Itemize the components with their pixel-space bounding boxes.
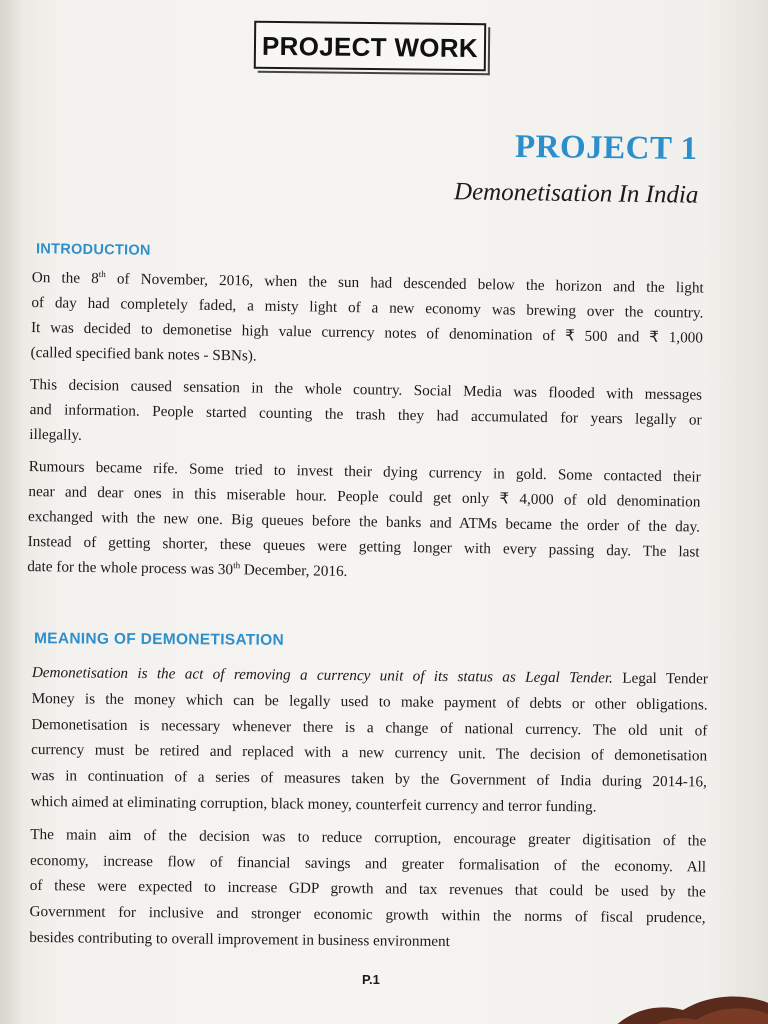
header-title: PROJECT WORK [261, 30, 479, 64]
header-box [254, 21, 486, 71]
meaning-paragraph-2 [29, 822, 706, 957]
intro-p2-line-3: illegally. [29, 425, 83, 444]
intro-p1-line-2: of day had completely faded, a misty light of a new economy was brewing over the country. [31, 293, 704, 322]
meaning-p2-line-5: besides contributing to overall improvement in business environment [29, 928, 450, 950]
introduction-paragraph-2 [29, 372, 702, 458]
meaning-p1-line-6: which aimed at eliminating corruption, black money, counterfeit currency and terror funding. [30, 792, 597, 816]
page-binding-shadow [0, 0, 22, 1024]
intro-p3-line-5-part-a: date for the whole process was 30 [27, 557, 234, 579]
introduction-text [27, 265, 704, 596]
introduction-paragraph-1 [30, 265, 703, 376]
meaning-text [29, 660, 708, 964]
intro-p1-line-4: (called specified bank notes - SBNs). [30, 343, 257, 365]
meaning-p2-line-1: The main aim of the decision was to reduce corruption, encourage greater digitisation of the [30, 825, 707, 850]
intro-p1-line-1-part-b: of November, 2016, when the sun had descended below the horizon and the light [105, 270, 704, 297]
intro-p3-line-3: exchanged with the new one. Big queues before the banks and ATMs became the order of the day. [27, 507, 701, 536]
meaning-p2-line-3: of these were expected to increase GDP growth and tax revenues that could be used by the [29, 877, 706, 901]
meaning-p1-line-5: was in continuation of a series of measures taken by the Government of India during 2014-16, [30, 767, 707, 791]
day-ordinal-superscript: th [98, 268, 106, 280]
intro-p3-line-2: near and dear ones in this miserable hour. People could get only ₹ 4,000 of old denomination [28, 482, 701, 511]
meaning-heading: MEANING OF DEMONETISATION [33, 630, 285, 649]
intro-p3-line-5-part-b: December, 2016. [239, 561, 348, 580]
meaning-p1-line-3: Demonetisation is necessary whenever there is a change of national currency. The old unit of [31, 715, 708, 740]
thumb-in-frame [598, 984, 768, 1024]
meaning-p1-line-4: currency must be retired and replaced with a new currency unit. The decision of demonetisation [31, 741, 708, 765]
meaning-p1-line-2: Money is the money which can be legally used to make payment of debts or other obligations. [31, 689, 708, 714]
intro-p2-line-1: This decision caused sensation in the whole country. Social Media was flooded with messages [29, 375, 703, 404]
intro-p2-line-2: and information. People started counting the trash they had accumulated for years legally or [29, 400, 702, 429]
meaning-p2-line-4: Government for inclusive and stronger economic growth within the norms of fiscal prudence, [29, 903, 706, 927]
intro-p3-line-1: Rumours became rife. Some tried to invest their dying currency in gold. Some contacted their [28, 457, 701, 486]
project-subtitle: Demonetisation In India [453, 178, 699, 209]
definition-italic: Demonetisation is the act of removing a currency unit of its status as Legal Tender. [31, 663, 613, 687]
intro-p1-line-3: It was decided to demonetise high value currency notes of denomination of ₹ 500 and ₹ 1,000 [30, 318, 704, 347]
introduction-heading: INTRODUCTION [35, 241, 151, 259]
meaning-paragraph-1 [31, 660, 708, 821]
meaning-p2-line-2: economy, increase flow of financial savings and greater formalisation of the economy. All [29, 851, 707, 876]
project-title: PROJECT 1 [515, 128, 699, 168]
intro-p3-line-4: Instead of getting shorter, these queues were getting longer with every passing day. The last [27, 532, 700, 561]
page-number: P.1 [362, 972, 380, 987]
date-ordinal-superscript: th [233, 560, 241, 571]
intro-p1-line-1-part-a: On the 8 [31, 268, 99, 288]
meaning-p1-line-1-rest: Legal Tender [612, 669, 708, 688]
introduction-paragraph-3 [27, 454, 701, 590]
